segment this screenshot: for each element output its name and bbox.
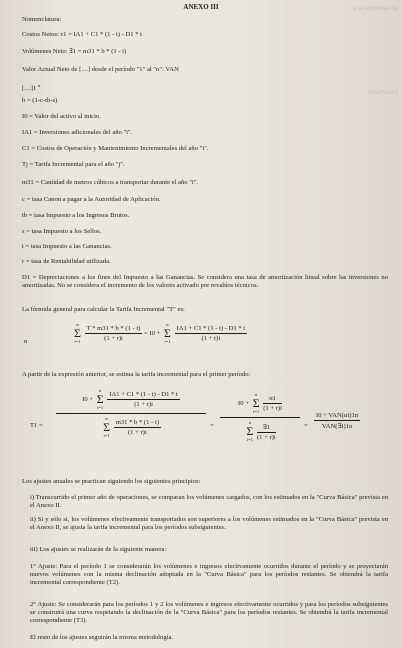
tb-definition: tb = tasa Impuesto a los Ingresos Brutos. xyxy=(22,212,130,219)
left-fraction xyxy=(85,325,143,342)
van-definition-line: Valor Actual Neto de [....] desde el período "1" al "n": VAN xyxy=(22,66,179,73)
left-denominator: (1 + r)i xyxy=(104,335,123,342)
equals-sign: = xyxy=(304,422,308,429)
v-numerator: ∃1 xyxy=(257,423,276,433)
t1-formula xyxy=(22,388,392,468)
lower-numerator: m31 * b * (1 - t) xyxy=(115,419,159,426)
ci-definition: C1 = Costos de Operación y Mantenimiento Incrementales del año "i". xyxy=(22,145,209,152)
t1-mid-fraction: I0 + n Σ i=1 $\frac{\alpha 1}{(1 + r)i}$ n Σ i=1 $\frac{\exists 1}{(1 + r)i}$ xyxy=(220,392,300,443)
sum-lower-limit: i=1 xyxy=(74,339,81,344)
t1-main-fraction xyxy=(56,388,206,439)
general-formula xyxy=(22,322,392,362)
t-definition: t = tasa Impuesto a las Ganancias. xyxy=(22,243,112,250)
right-denominator: (1 + r)i xyxy=(201,335,221,342)
left-numerator: T * m31 * b * (1 - t) xyxy=(86,325,141,332)
ia-definition: IA1 = Inversiones adicionales del año "i". xyxy=(22,129,133,136)
equals-i0: = I0 + xyxy=(144,330,161,337)
formula-intro: La fórmula general para calcular la Tarifa Incremental "T" es: xyxy=(22,306,185,313)
bleed-through-text: FINANZAS xyxy=(368,90,398,96)
formula-label: n xyxy=(24,338,28,345)
van-notation-base: [....]1 xyxy=(22,85,37,93)
alpha-numerator: α1 xyxy=(263,395,282,404)
equals-sign: = xyxy=(210,422,214,429)
b-definition: b = (1-c-tb-s) xyxy=(22,97,58,104)
ajuste-1: 1° Ajuste: Para el período 1 se considerarán los volúmenes e ingresos efectivamente ocurridos durante el período y se proyectarán nuevos volúmenes con la misma declinación adoptada en la "Curva Básica" para los períodos restantes. Se obtendrá la tarifa incremental correspondiente (T2). xyxy=(30,563,388,587)
ajuste-2: 2° Ajuste: Se considerarán para los períodos 1 y 2 los volúmenes e ingresos efectivamente ocurridos y para los períodos subsiguientes se construirá una curva respetando la declinación de la "Curva Básica" para los períodos restantes. Se obtendrá la tarifa incremental correspondiente (T3). xyxy=(30,601,388,625)
summation-symbol: n Σ i=1 xyxy=(163,322,171,344)
sum-upper-limit: n xyxy=(76,322,79,327)
principle-iii: iii) Los ajustes se realizarán de la siguiente manera: xyxy=(30,546,167,553)
summation-symbol: n Σ i=1 xyxy=(74,322,81,344)
van-ratio xyxy=(314,412,360,430)
r-definition: r = tasa de Rentabilidad utilizada. xyxy=(22,258,111,265)
lower-denominator: (1 + r)i xyxy=(127,429,147,436)
right-numerator: IA1 + C1 * (1 - t) - D1 * t xyxy=(176,325,246,332)
van-ratio-numerator: I0 + VAN(αi)1n xyxy=(316,412,359,419)
summation-symbol: n Σ i=1 xyxy=(96,388,104,410)
costos-netos-line: Costos Netos: τ1 = IA1 + C1 * (1 - t) - D1 * t xyxy=(22,31,142,38)
sum-lower-limit: i=1 xyxy=(164,339,171,344)
d-definition: D1 = Depreciaciones a los fines del Impuesto a las Ganancias. Se considera una tasa de amortización lineal sobre las inversiones no amortizadas. No se considera el incremento de los valores activado por revalúos técnicos. xyxy=(22,274,388,290)
van-notation-sup: n xyxy=(37,83,41,88)
ajustes-intro: Los ajustes anuales se practican siguiendo los siguientes principios: xyxy=(22,478,201,485)
c-definition: c = tasa Canon a pagar a la Autoridad de Aplicación. xyxy=(22,196,161,203)
tj-definition: Tj = Tarifa Incremental para el año "j". xyxy=(22,161,125,168)
sum-upper-limit: n xyxy=(166,322,169,327)
nomenclature-heading: Nomenclatura: xyxy=(22,16,62,23)
primer-periodo-intro: A partir de la expresión anterior, se estima la tarifa incremental para el primer período: xyxy=(22,371,251,378)
van-notation xyxy=(22,82,388,93)
summation-symbol: n Σ i=1 xyxy=(103,416,111,438)
right-fraction xyxy=(175,325,248,342)
van-ratio-denominator: VAN(∃i)1n xyxy=(321,423,353,430)
i0-term: I0 + xyxy=(82,396,93,403)
principle-ii: ii) Si y sólo si, los volúmenes efectivamente transportados son superiores a los volúmenes estimados en la "Curva Básica" prevista en el Anexo II, se ajusta la tarifa incremental para los períodos subsiguientes. xyxy=(30,516,388,532)
s-definition: s = tasa Impuesto a los Sellos. xyxy=(22,228,102,235)
inner-numerator: IA1 + C1 * (1 - t) - D1 * t xyxy=(109,391,178,398)
page-title: ANEXO III xyxy=(183,3,219,11)
resto-ajustes: El resto de los ajustes seguirán la misma metodología. xyxy=(30,634,174,641)
m3-definition: m31 = Cantidad de metros cúbicos a transportar durante el año "i". xyxy=(22,179,199,186)
inner-denominator: (1 + r)i xyxy=(134,401,153,408)
principle-i: i) Transcurrido el primer año de operaciones, se comparan los volúmenes cargados, con los estimados en la "Curva Básica" prevista en el Anexo II. xyxy=(30,494,388,510)
volumenes-neto-line: Volúmenes Neto: ∃1 = m31 * b * (1 - t) xyxy=(22,48,127,55)
t1-label: T1 = xyxy=(30,422,43,429)
bleed-through-text: a la Autoridad de xyxy=(352,6,398,12)
i0-definition: I0 = Valor del activo al inicio. xyxy=(22,113,101,120)
